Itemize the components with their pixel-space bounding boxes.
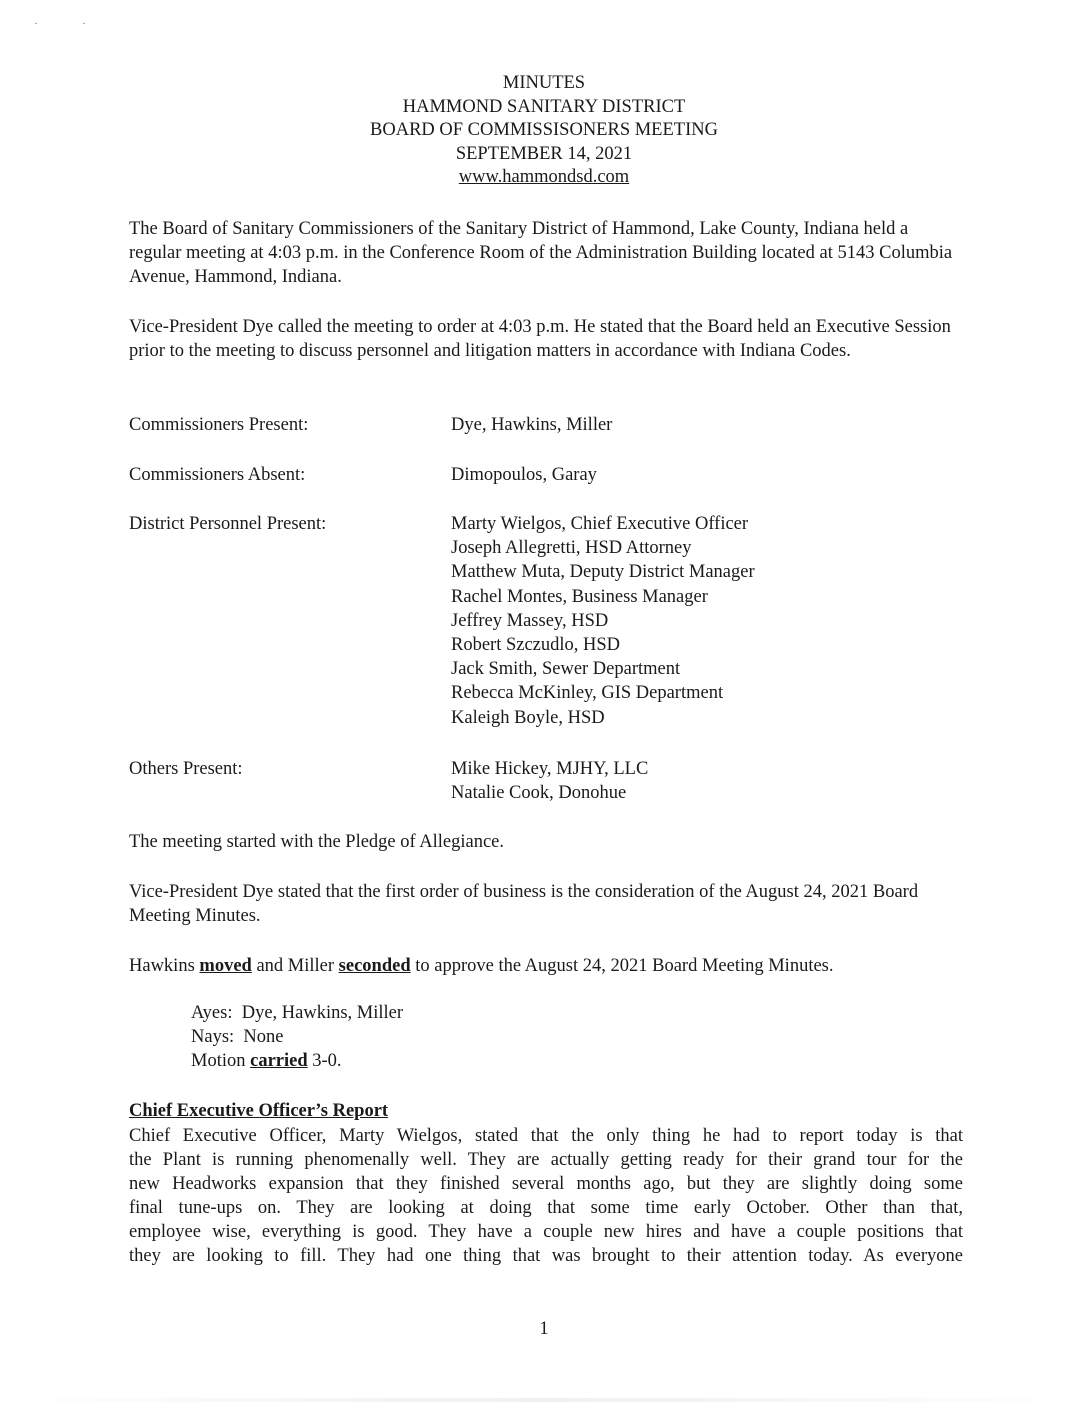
ceo-report-line: Chief Executive Officer, Marty Wielgos, stated that the only thing he had to report today is that (129, 1126, 963, 1146)
personnel-item: Jeffrey Massey, HSD (451, 610, 609, 631)
vote-ayes: Ayes: Dye, Hawkins, Miller (191, 1003, 404, 1023)
ceo-report-line: final tune-ups on. They are looking at doing that some time early October. Other than that, (129, 1198, 963, 1218)
header-organization: HAMMOND SANITARY DISTRICT (402, 96, 686, 117)
personnel-item: Rachel Montes, Business Manager (451, 586, 708, 607)
personnel-item: Marty Wielgos, Chief Executive Officer (451, 514, 749, 534)
personnel-item: Rebecca McKinley, GIS Department (451, 683, 724, 704)
scan-edge-shadow (0, 1398, 1088, 1402)
scan-specks: ·· (34, 16, 130, 30)
ceo-report-heading: Chief Executive Officer’s Report (129, 1101, 389, 1121)
call-to-order-paragraph: Vice-President Dye called the meeting to order at 4:03 p.m. He stated that the Board held an Executive Session prior to the meeting to discuss personnel and litigation matters in accordance with Indiana Codes. (129, 317, 951, 361)
header-meeting: BOARD OF COMMISSISONERS MEETING (370, 120, 718, 140)
commissioners-present-label: Commissioners Present: (129, 415, 309, 435)
header-title: MINUTES (502, 73, 586, 93)
others-present-label: Others Present: (129, 759, 243, 779)
personnel-item: Joseph Allegretti, HSD Attorney (451, 538, 692, 559)
others-item: Natalie Cook, Donohue (451, 783, 627, 804)
vote-nays: Nays: None (191, 1027, 284, 1047)
intro-paragraph: The Board of Sanitary Commissioners of the Sanitary District of Hammond, Lake County, Indiana held a regular meeting at 4:03 p.m. in the Conference Room of the Administration Building located at 5143 Columbia Avenue, Hammond, Indiana. (129, 219, 953, 287)
ceo-report-line: new Headworks expansion that they finished several months ago, but they are slightly doing some (129, 1174, 963, 1194)
personnel-item: Jack Smith, Sewer Department (451, 659, 681, 680)
minutes-header (0, 72, 1088, 190)
commissioners-absent-value: Dimopoulos, Garay (451, 465, 597, 485)
ceo-report-line: employee wise, everything is good. They have a couple new hires and have a couple positions that (129, 1222, 963, 1242)
motion-paragraph: Hawkins moved and Miller seconded to approve the August 24, 2021 Board Meeting Minutes. (129, 956, 834, 976)
moved-emphasis: moved (199, 956, 252, 976)
pledge-paragraph: The meeting started with the Pledge of Allegiance. (129, 832, 505, 852)
first-business-paragraph: Vice-President Dye stated that the first order of business is the consideration of the August 24, 2021 Board Meeting Minutes. (129, 882, 919, 926)
personnel-present-label: District Personnel Present: (129, 514, 327, 534)
header-date: SEPTEMBER 14, 2021 (455, 143, 633, 164)
others-list (451, 757, 648, 805)
ceo-report-line: the Plant is running phenomenally well. They are actually getting ready for their grand tour for the (129, 1150, 963, 1170)
header-url-link[interactable]: www.hammondsd.com (458, 167, 630, 187)
personnel-item: Kaleigh Boyle, HSD (451, 707, 605, 728)
page-number: 1 (539, 1319, 549, 1339)
personnel-item: Robert Szczudlo, HSD (451, 635, 621, 656)
ceo-report-line: they are looking to fill. They had one thing that was brought to their attention today. As everyone (129, 1246, 963, 1266)
personnel-item: Matthew Muta, Deputy District Manager (451, 562, 755, 583)
personnel-list (451, 512, 755, 730)
seconded-emphasis: seconded (338, 956, 411, 976)
commissioners-absent-label: Commissioners Absent: (129, 465, 306, 485)
commissioners-present-value: Dye, Hawkins, Miller (451, 415, 613, 435)
others-item: Mike Hickey, MJHY, LLC (451, 759, 649, 779)
vote-block (191, 1001, 403, 1073)
carried-emphasis: carried (250, 1051, 308, 1071)
vote-result: Motion carried 3-0. (191, 1051, 342, 1071)
